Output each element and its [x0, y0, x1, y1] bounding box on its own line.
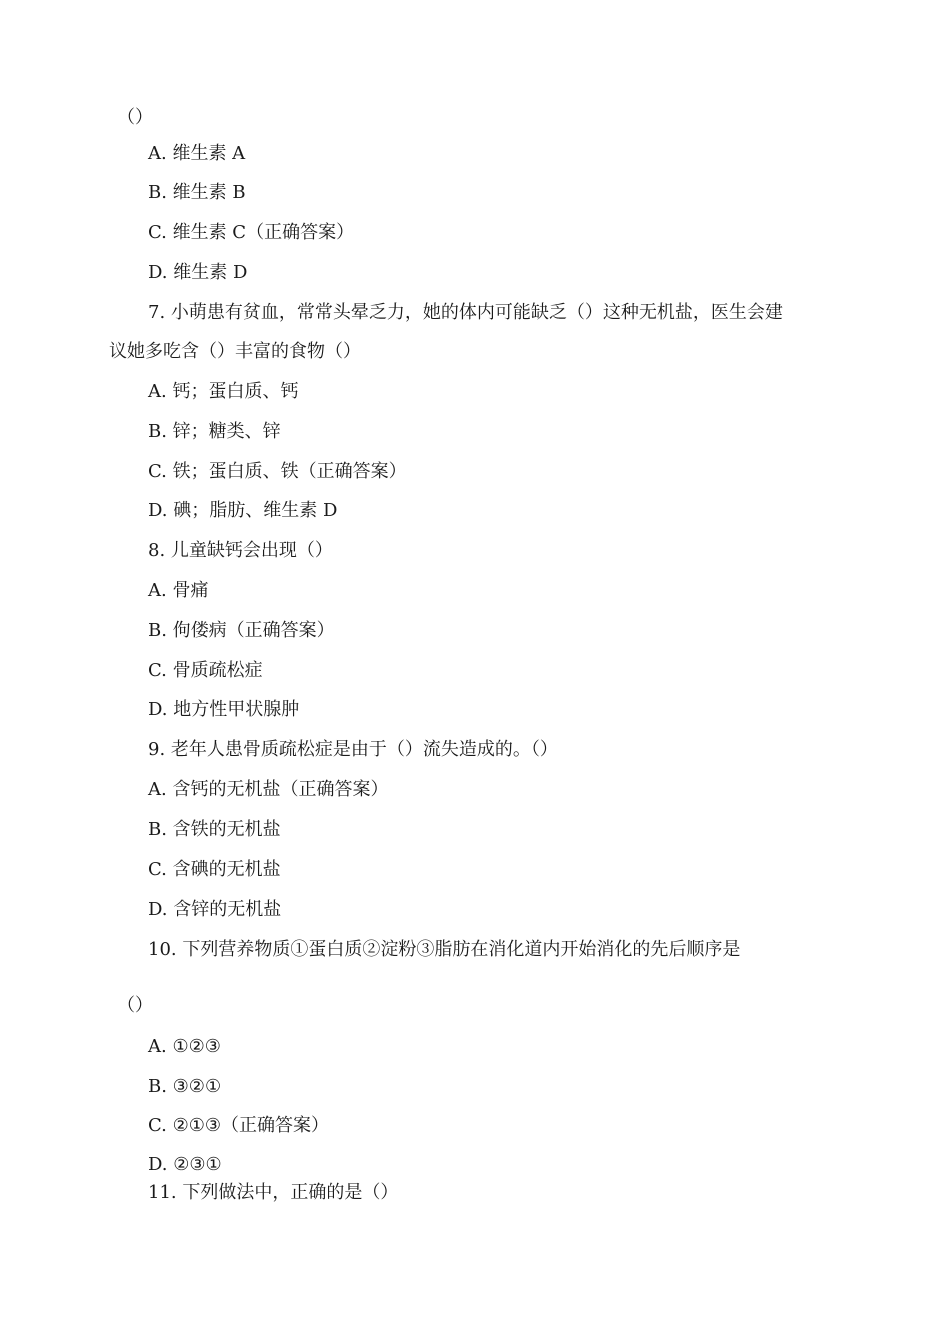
answer-blank: （）	[117, 107, 153, 128]
option-d: D. 碘；脂肪、维生素 D	[148, 500, 338, 521]
option-c: C. 含碘的无机盐	[148, 859, 281, 880]
option-b: B. 锌；糖类、锌	[148, 421, 281, 442]
option-d: D. 含锌的无机盐	[148, 899, 282, 920]
option-c: C. 骨质疏松症	[148, 660, 263, 681]
question-8: 8. 儿童缺钙会出现（）	[148, 540, 333, 561]
option-c-correct: C. 铁；蛋白质、铁（正确答案）	[148, 461, 407, 482]
option-d: D. 地方性甲状腺肿	[148, 699, 300, 720]
option-a: A. 钙；蛋白质、钙	[148, 381, 299, 402]
option-c-correct: C. ②①③（正确答案）	[148, 1115, 329, 1136]
question-7-continued: 议她多吃含（）丰富的食物（）	[109, 341, 361, 362]
option-b-correct: B. 佝偻病（正确答案）	[148, 620, 335, 641]
option-d: D. 维生素 D	[148, 262, 248, 283]
question-7: 7. 小萌患有贫血，常常头晕乏力，她的体内可能缺乏（）这种无机盐，医生会建	[148, 302, 783, 323]
option-a: A. ①②③	[148, 1036, 221, 1057]
question-9: 9. 老年人患骨质疏松症是由于（）流失造成的。（）	[148, 739, 558, 760]
option-b: B. 含铁的无机盐	[148, 819, 281, 840]
option-b: B. 维生素 B	[148, 182, 246, 203]
answer-blank: （）	[117, 995, 153, 1016]
option-d: D. ②③①	[148, 1154, 222, 1175]
option-a-correct: A. 含钙的无机盐（正确答案）	[148, 779, 389, 800]
option-a: A. 维生素 A	[148, 143, 246, 164]
option-b: B. ③②①	[148, 1076, 222, 1097]
question-11: 11. 下列做法中，正确的是（）	[148, 1182, 399, 1203]
question-10: 10. 下列营养物质①蛋白质②淀粉③脂肪在消化道内开始消化的先后顺序是	[148, 939, 741, 960]
option-c-correct: C. 维生素 C（正确答案）	[148, 222, 355, 243]
option-a: A. 骨痛	[148, 580, 209, 601]
